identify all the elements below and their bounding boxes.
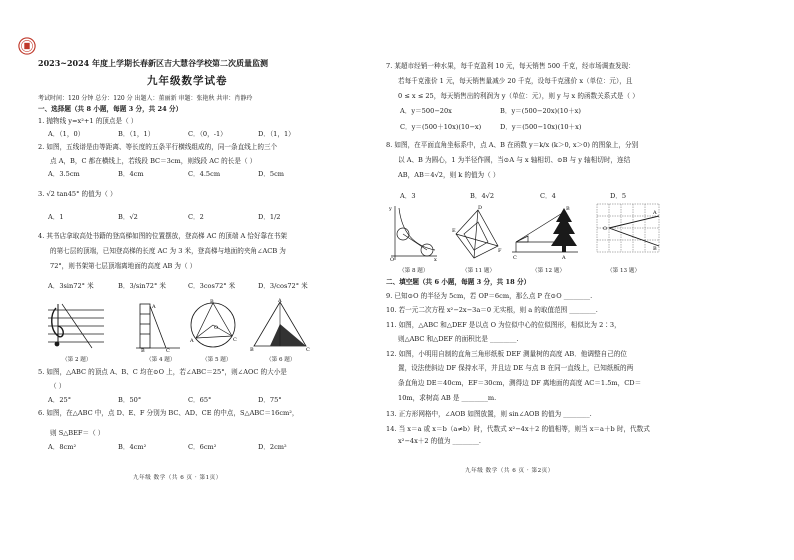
page-right: [386, 0, 794, 560]
q9-stem: 9. 已知⊙O 的半径为 5cm，若 OP＝6cm，那么点 P 在⊙O ________.: [386, 292, 593, 300]
q6-option-d[interactable]: D．2cm²: [258, 443, 287, 451]
q7-option-d[interactable]: D．y＝(500−10x)(10＋x): [500, 123, 582, 131]
svg-text:A: A: [653, 210, 657, 216]
caption-q5: （第 5 题）: [202, 357, 232, 363]
figure-q6-triangle: [250, 298, 310, 352]
q1-option-b[interactable]: B．（1，1）: [118, 130, 155, 138]
q12-line-4: 10m，求树高 AB 是 ________m.: [398, 394, 497, 402]
figure-q2-staff: [46, 300, 106, 352]
footer-left: 九年级 数学（共 6 页 · 第1页）: [133, 475, 222, 481]
svg-text:O: O: [390, 257, 395, 262]
q1-option-a[interactable]: A．（1，0）: [48, 130, 85, 138]
svg-text:F: F: [498, 248, 502, 254]
q7-option-b[interactable]: B．y＝(500−20x)(10＋x): [500, 107, 581, 115]
q7-line-1: 7. 某超市经销一种水果，每千克盈利 10 元，每天销售 500 千克，经市场调查发现：: [386, 62, 635, 70]
q6-option-a[interactable]: A．8cm²: [48, 443, 77, 451]
q4-option-b[interactable]: B．3/sin72° 米: [118, 282, 166, 290]
q6-option-c[interactable]: C．6cm²: [188, 443, 217, 451]
caption-q4: （第 4 题）: [146, 357, 176, 363]
svg-text:D: D: [478, 205, 483, 211]
caption-q13: （第 13 题）: [607, 268, 641, 274]
figure-q13-grid: [595, 202, 661, 262]
caption-q8: （第 8 题）: [399, 268, 429, 274]
q6-line-1: 6. 如图，在△ABC 中，点 D、E、F 分别为 BC、AD、CE 的中点，S△ABC＝16cm²，: [38, 409, 299, 417]
figure-q4-ladder: [136, 300, 180, 352]
q2-line-2: 点 A，B，C 都在横线上，若线段 BC＝3cm，则线段 AC 的长是（ ）: [50, 157, 257, 165]
q10-stem: 10. 若一元二次方程 x²−2x−3a＝0 无实根，则 a 的取值范围 ________.: [386, 306, 598, 314]
caption-q11: （第 11 题）: [462, 268, 496, 274]
q2-option-b[interactable]: B．4cm: [118, 170, 144, 178]
q1-option-d[interactable]: D．（1，1）: [258, 130, 295, 138]
figure-q8-coordinate: [389, 204, 439, 262]
svg-text:A: A: [152, 304, 156, 310]
q5-line-1: 5. 如图，△ABC 的顶点 A、B、C 均在⊙O 上，若∠ABC＝25°，则∠AOC 的大小是: [38, 368, 287, 376]
section2-heading: 二、填空题（共 6 小题，每题 3 分，共 18 分）: [386, 278, 531, 286]
q8-line-1: 8. 如图，在平面直角坐标系中，点 A、B 在函数 y＝k/x (k＞0, x＞0) 的图象上，分别: [386, 141, 639, 149]
q3-option-c[interactable]: C．2: [188, 213, 204, 221]
q8-option-b[interactable]: B．4√2: [470, 192, 495, 200]
q3-option-d[interactable]: D．1/2: [258, 213, 281, 221]
svg-text:B: B: [141, 348, 145, 352]
q6-option-b[interactable]: B．4cm²: [118, 443, 147, 451]
q8-option-d[interactable]: D．5: [610, 192, 627, 200]
q4-option-a[interactable]: A．3sin72° 米: [48, 282, 94, 290]
q1-option-c[interactable]: C．（0，-1）: [188, 130, 227, 138]
q7-line-3: 0 ≤ x ≤ 25，每天销售出的利润为 y（单位：元），则 y 与 x 的函数关系式是（ ）: [398, 92, 639, 100]
svg-text:E: E: [452, 228, 456, 234]
q8-line-2: 以 A、B 为圆心，1 为半径作圆，当⊙A 与 x 轴相切、⊙B 与 y 轴相切时，连结: [398, 156, 631, 164]
q12-line-1: 12. 如图，小明用自制的直角三角形纸板 DEF 测量树的高度 AB．他调整自己的位: [386, 350, 627, 358]
svg-text:B: B: [566, 206, 570, 212]
caption-q6: （第 6 题）: [266, 357, 296, 363]
q14-line-1: 14. 当 x＝a 或 x＝b（a≠b）时，代数式 x²−4x＋2 的值相等，则当 x＝a＋b 时，代数式: [386, 425, 650, 433]
caption-q12: （第 12 题）: [532, 268, 566, 274]
svg-text:O: O: [603, 226, 608, 232]
svg-text:C: C: [233, 337, 237, 343]
svg-text:A: A: [562, 255, 566, 261]
q5-option-b[interactable]: B．50°: [118, 396, 142, 404]
q8-option-c[interactable]: C．4: [540, 192, 556, 200]
q4-line-1: 4. 其书店拿取高处书籍的登高梯如图的位置摆放，登高梯 AC 的顶端 A 恰好靠在书架: [38, 232, 287, 240]
q13-stem: 13. 正方形网格中，∠AOB 如图放置，则 sin∠AOB 的值为 ________.: [386, 410, 592, 418]
q6-line-2: 则 S△BEF＝（ ）: [50, 429, 105, 437]
footer-right: 九年级 数学（共 6 页 · 第2页）: [465, 468, 554, 474]
svg-text:B: B: [250, 347, 254, 352]
q12-line-2: 置，设法使斜边 DF 保持水平，并且边 DE 与点 B 在同一直线上，已知纸板的两: [398, 364, 634, 372]
svg-text:C: C: [166, 348, 170, 352]
q5-line-2: （ ）: [50, 382, 66, 390]
q5-option-a[interactable]: A．25°: [48, 396, 72, 404]
q1-stem: 1. 抛物线 y=x²+1 的顶点是（ ）: [38, 117, 138, 125]
exam-title: 2023~2024 年度上学期长春新区吉大慧谷学校第二次质量监测: [38, 58, 269, 68]
q7-option-c[interactable]: C．y＝(500＋10x)(10−x): [400, 123, 482, 131]
svg-text:C: C: [306, 347, 310, 352]
svg-text:C: C: [513, 255, 517, 261]
figure-q5-circle: [186, 298, 240, 352]
q2-option-d[interactable]: D．5cm: [258, 170, 285, 178]
q12-line-3: 条直角边 DE＝40cm，EF＝30cm，测得边 DF 离地面的高度 AC＝1.5m，CD＝: [398, 379, 642, 387]
q8-line-3: AB，AB＝4√2，则 k 的值为（ ）: [398, 171, 500, 179]
q4-option-d[interactable]: D．3/cos72° 米: [258, 282, 308, 290]
svg-text:B: B: [210, 299, 214, 305]
section1-heading: 一、选择题（共 8 小题，每题 3 分，共 24 分）: [38, 105, 183, 113]
q11-line-2: 则△ABC 和△DEF 的面积比是 ________.: [398, 335, 519, 343]
q4-option-c[interactable]: C．3cos72° 米: [188, 282, 236, 290]
q3-stem: 3. √2 tan45° 的值为（ ）: [38, 190, 117, 198]
q5-option-d[interactable]: D．75°: [258, 396, 282, 404]
q4-line-3: 72°，则书架第七层顶端离地面的高度 AB 为（ ）: [50, 262, 197, 270]
q8-option-a[interactable]: A．3: [400, 192, 416, 200]
svg-text:x: x: [434, 257, 437, 262]
exam-info-line: 考试时间：120 分钟 总分：120 分 出题人：董丽新 审题：张艳秋 共审：肖静玲: [38, 95, 253, 102]
svg-text:O: O: [214, 325, 219, 331]
q2-option-c[interactable]: C．4.5cm: [188, 170, 221, 178]
school-logo-icon: [18, 37, 36, 55]
svg-text:y: y: [389, 206, 392, 212]
q5-option-c[interactable]: C．65°: [188, 396, 212, 404]
caption-q2: （第 2 题）: [62, 357, 92, 363]
figure-q11-homothety: [452, 204, 502, 262]
q11-line-1: 11. 如图，△ABC 和△DEF 是以点 O 为位似中心的位似图形，相似比为 2∶3，: [386, 321, 621, 329]
svg-text:A: A: [278, 298, 282, 304]
svg-text:A: A: [190, 338, 194, 344]
svg-text:B: B: [653, 246, 657, 252]
q3-option-a[interactable]: A．1: [48, 213, 64, 221]
paper-title: 九年级数学试卷: [147, 75, 228, 87]
q3-option-b[interactable]: B．√2: [118, 213, 138, 221]
q2-option-a[interactable]: A．3.5cm: [48, 170, 80, 178]
q2-line-1: 2. 如图，五线谱是由等距离、等长度的五条平行横线组成的，同一条直线上的三个: [38, 143, 278, 151]
q4-line-2: 的第七层的顶端，已知登高梯的长度 AC 为 3 米，登高梯与地面的夹角∠ACB 为: [50, 247, 286, 255]
q7-line-2: 若每千克涨价 1 元，每天销售量减少 20 千克，设每千克涨价 x（单位：元），且: [398, 77, 633, 85]
q14-line-2: x²−4x＋2 的值为 ________.: [398, 437, 482, 445]
figure-q12-tree: [510, 202, 580, 262]
q7-option-a[interactable]: A．y＝500−20x: [400, 107, 452, 115]
